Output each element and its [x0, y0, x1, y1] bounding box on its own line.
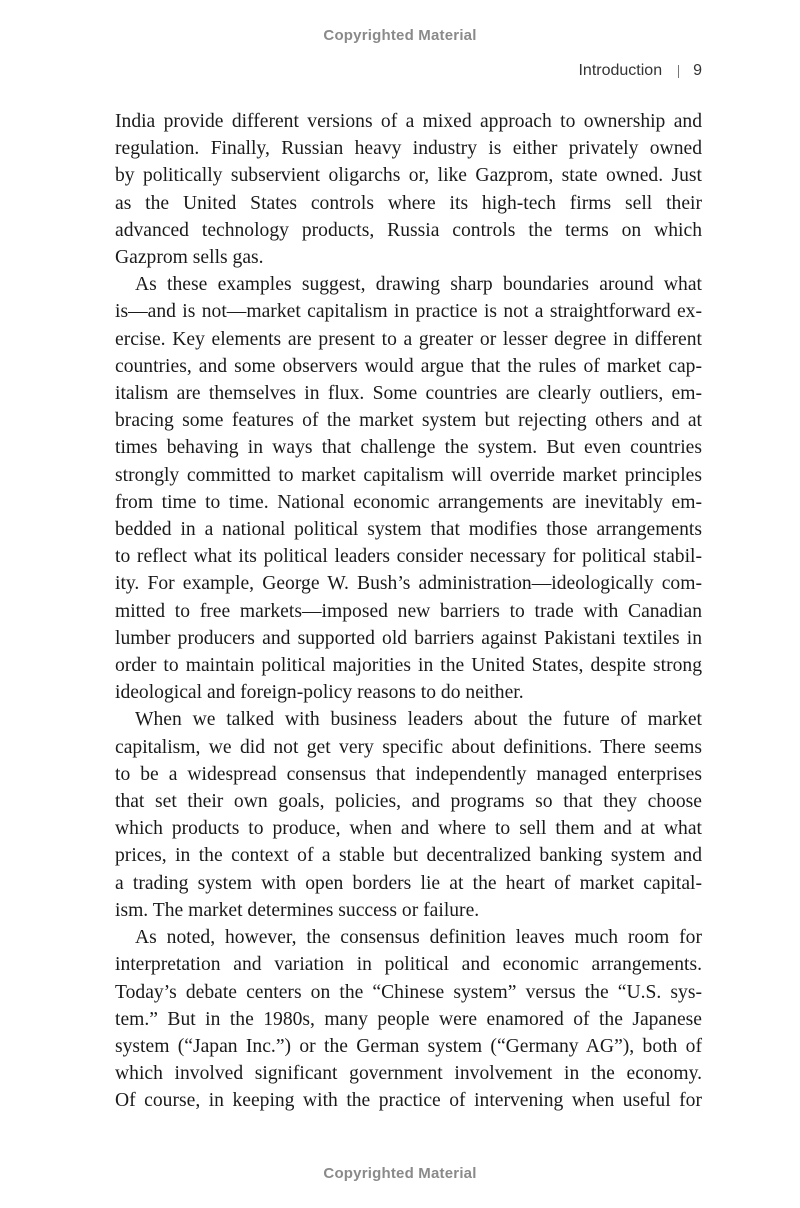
text-line: regulation. Finally, Russian heavy industry is either privately owned	[115, 138, 702, 160]
text-line: by politically subservient oligarchs or, like Gazprom, state owned. Just	[115, 165, 702, 187]
text-line: system (“Japan Inc.”) or the German system (“Germany AG”), both of	[115, 1035, 702, 1057]
text-line: capitalism, we did not get very specific about definitions. There seems	[115, 736, 702, 758]
text-line: mitted to free markets—imposed new barriers to trade with Canadian	[115, 600, 702, 622]
text-line: order to maintain political majorities in the United States, despite strong	[115, 655, 702, 677]
text-line: Today’s debate centers on the “Chinese system” versus the “U.S. sys-	[115, 981, 702, 1003]
text-line: Gazprom sells gas.	[115, 247, 264, 269]
text-line: interpretation and variation in political and economic arrangements.	[115, 954, 702, 976]
text-line: to reflect what its political leaders consider necessary for political stabil-	[115, 546, 702, 568]
text-line: ideological and foreign-policy reasons to do neither.	[115, 682, 524, 704]
text-line: prices, in the context of a stable but decentralized banking system and	[115, 845, 702, 867]
text-line: advanced technology products, Russia controls the terms on which	[115, 219, 702, 241]
text-line: Of course, in keeping with the practice of intervening when useful for	[115, 1090, 702, 1112]
paragraph	[115, 271, 702, 706]
text-line: As noted, however, the consensus definition leaves much room for	[135, 927, 702, 949]
text-line: countries, and some observers would argue that the rules of market cap-	[115, 355, 702, 377]
text-line: bracing some features of the market system but rejecting others and at	[115, 410, 702, 432]
text-line: from time to time. National economic arrangements are inevitably em-	[115, 491, 702, 513]
text-line: that set their own goals, policies, and programs so that they choose	[115, 791, 702, 813]
text-line: times behaving in ways that challenge the system. But even countries	[115, 437, 702, 459]
copyright-watermark-top: Copyrighted Material	[323, 27, 477, 44]
body-text	[115, 108, 702, 1115]
text-line: ism. The market determines success or failure.	[115, 899, 480, 921]
text-line: which involved significant government involvement in the economy.	[115, 1063, 702, 1085]
text-line: When we talked with business leaders about the future of market	[135, 709, 702, 731]
running-head	[578, 62, 702, 80]
text-line: India provide different versions of a mixed approach to ownership and	[115, 111, 702, 132]
paragraph	[115, 924, 702, 1114]
running-head-section: Introduction	[578, 62, 663, 79]
text-line: lumber producers and supported old barriers against Pakistani textiles in	[115, 627, 702, 649]
copyright-watermark-bottom: Copyrighted Material	[323, 1165, 477, 1182]
text-line: As these examples suggest, drawing sharp boundaries around what	[135, 274, 702, 296]
text-line: strongly committed to market capitalism will override market principles	[115, 464, 702, 486]
text-line: is—and is not—market capitalism in practice is not a straightforward ex-	[115, 301, 702, 323]
paragraph	[115, 706, 702, 924]
text-line: to be a widespread consensus that independently managed enterprises	[115, 763, 702, 785]
text-line: a trading system with open borders lie at the heart of market capital-	[115, 872, 702, 894]
page-number: 9	[693, 62, 702, 79]
text-line: tem.” But in the 1980s, many people were enamored of the Japanese	[115, 1008, 702, 1030]
text-line: ercise. Key elements are present to a greater or lesser degree in different	[115, 328, 702, 350]
text-line: which products to produce, when and where to sell them and at what	[115, 818, 702, 840]
running-head-divider	[678, 65, 679, 78]
text-line: as the United States controls where its high-tech firms sell their	[115, 192, 702, 214]
paragraph	[115, 108, 702, 271]
text-line: bedded in a national political system that modifies those arrangements	[115, 519, 702, 541]
text-line: italism are themselves in flux. Some countries are clearly outliers, em-	[115, 383, 702, 405]
text-line: ity. For example, George W. Bush’s administration—ideologically com-	[115, 573, 702, 595]
